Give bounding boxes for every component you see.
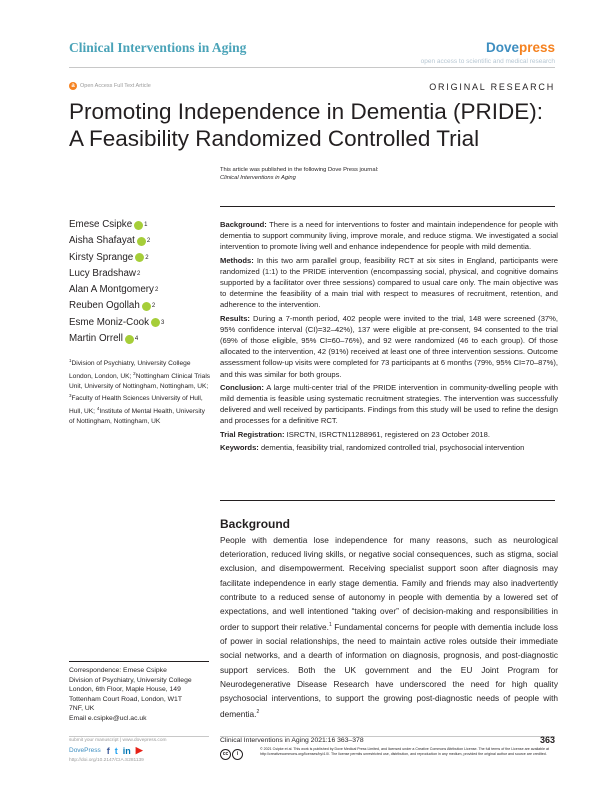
twitter-icon[interactable]: t bbox=[114, 745, 118, 756]
doi-link[interactable]: http://doi.org/10.2147/CIA.S281139 bbox=[69, 758, 144, 763]
affiliation-number: 4 bbox=[96, 405, 100, 411]
background-text bbox=[220, 533, 558, 721]
journal-name: Clinical Interventions in Aging bbox=[69, 40, 247, 55]
affiliation-number: 1 bbox=[69, 358, 72, 363]
abstract-label: Trial Registration: bbox=[220, 429, 285, 439]
author-affiliation-ref: 3 bbox=[161, 319, 165, 326]
orcid-icon[interactable] bbox=[137, 237, 146, 246]
author-affiliation-ref: 2 bbox=[154, 287, 159, 294]
correspondence-line: Tottenham Court Road, London, W1T bbox=[69, 695, 182, 703]
author-affiliation-ref: 2 bbox=[151, 303, 156, 310]
article-type: ORIGINAL RESEARCH bbox=[429, 82, 555, 92]
social-links bbox=[107, 745, 143, 756]
affiliation-text: Faculty of Health Sciences University of Hull, Hull, UK; bbox=[69, 395, 203, 416]
affiliations bbox=[69, 356, 211, 426]
open-access-icon: a bbox=[69, 82, 77, 90]
correspondence-line: Division of Psychiatry, University College bbox=[69, 676, 192, 684]
affiliation-text: Nottingham Clinical Trials Unit, University of Nottingham, Nottingham, UK; bbox=[69, 372, 211, 390]
author-affiliation-ref: 1 bbox=[144, 222, 148, 228]
footer-citation: Clinical Interventions in Aging 2021:16 363–378 bbox=[220, 737, 364, 744]
author-affiliation-ref: 2 bbox=[136, 270, 141, 277]
open-access-text: Open Access Full Text Article bbox=[80, 83, 151, 89]
abstract-paragraph bbox=[220, 255, 558, 311]
correspondence-email[interactable]: Email e.csipke@ucl.ac.uk bbox=[69, 714, 147, 722]
background-text-part2: Fundamental concerns for people with dementia include loss of power in social relationships, the need to maintain active roles outside their immediate social networks, and a dearth of information on diagnosis, prognosis, and post-diagnostic support services. Both the UK government and the EU Joint Program for Neurodegenerative Disease Research have underscored the need for high quality psychosocial interventions, to support the growing post-diagnostic needs of people with dementia. bbox=[220, 621, 558, 719]
title-line-1: Promoting Independence in Dementia (PRIDE): bbox=[69, 99, 543, 124]
header-divider bbox=[69, 67, 555, 68]
abstract-label: Results: bbox=[220, 313, 250, 323]
abstract bbox=[220, 219, 558, 455]
citation-ref-2[interactable]: 2 bbox=[256, 709, 260, 716]
author-item bbox=[69, 331, 164, 347]
author-item bbox=[69, 266, 164, 282]
author-item bbox=[69, 298, 164, 314]
background-text-part1: People with dementia lose independence for many reasons, such as neurological deterioration, reduced living skills, or negative social consequences, such as stigma, social exclusion, and disempowerment. Receiving specialist support soon after diagnosis may facilitate independence in early stage dementia. Family and friends may also inadvertently contribute to a reduced sense of autonomy in people with dementia by a lowered set of expectations, and well intentioned “taking over” of decision-making and responsibilities in order to support their relative. bbox=[220, 535, 558, 632]
author-item bbox=[69, 233, 164, 249]
author-item bbox=[69, 250, 164, 266]
footer-left-rule bbox=[69, 736, 209, 737]
abstract-text: A large multi-center trial of the PRIDE intervention in community-dwelling people with mild dementia is feasible using systematic recruitment strategies. The intervention was successfully delivered and well received by participants. Findings from this study will be used to refine the design and processes for a definitive RCT. bbox=[220, 382, 558, 426]
orcid-icon[interactable] bbox=[134, 221, 143, 230]
correspondence-rule bbox=[69, 661, 209, 662]
orcid-icon[interactable] bbox=[125, 335, 134, 344]
orcid-icon[interactable] bbox=[135, 253, 144, 262]
open-access-label bbox=[69, 82, 151, 90]
publisher-tagline: open access to scientific and medical research bbox=[420, 58, 555, 65]
publication-note-line1: This article was published in the following Dove Press journal: bbox=[220, 167, 379, 173]
author-name[interactable]: Reuben Ogollah bbox=[69, 300, 140, 312]
linkedin-icon[interactable]: in bbox=[122, 745, 131, 756]
abstract-text: There is a need for interventions to foster and maintain independence for people with dementia to support community living, improve morale, and reduce stigma. We investigated a social intervention to promote living well and enhance independence for people with mild dementia. bbox=[220, 220, 558, 252]
publication-note-journal[interactable]: Clinical Interventions in Aging bbox=[220, 175, 296, 181]
dovepress-footer-logo[interactable]: DovePress bbox=[69, 747, 101, 754]
correspondence-line: 7NF, UK bbox=[69, 705, 95, 712]
abstract-text: During a 7-month period, 402 people were invited to the trial, 148 were screened (37%, 95% confidence interval (CI)=32–42%), 137 were eligible at pre-consent, 94 consented to the trial (69% of those eligible, 95% CI=60–76%), and 92 were randomized (46 to each group). Of those allocated to the intervention, 42 (91%) received at least one of three intervention sessions. Outcome assessment follow-up visits were completed for 73 participants at 6 months (79%, 95% CI=70–87%), and this was similar for both groups. bbox=[220, 313, 558, 379]
publisher-logo bbox=[486, 40, 555, 55]
affiliation-text: Division of Psychiatry, University College London, London, UK; bbox=[69, 360, 191, 380]
affiliation-text: Institute of Mental Health, University of Nottingham, Nottingham, UK bbox=[69, 408, 205, 425]
publication-note bbox=[220, 166, 379, 182]
abstract-label: Methods: bbox=[220, 255, 254, 265]
license-text: © 2021 Csipke et al. This work is published by Dove Medical Press Limited, and licensed under a Creative Commons Attribution License. The full terms of the License are available at http://creativecommons.org/licenses/by/4.0/. The license permits unrestricted use, distribution, and reproduction in any medium, provided the original author and source are credited. bbox=[260, 747, 549, 756]
facebook-icon[interactable]: f bbox=[106, 745, 110, 756]
orcid-icon[interactable] bbox=[151, 318, 160, 327]
author-name[interactable]: Esme Moniz-Cook bbox=[69, 316, 150, 328]
author-name[interactable]: Martin Orrell bbox=[69, 333, 123, 345]
page-number: 363 bbox=[539, 735, 555, 745]
cc-icon: cc bbox=[220, 749, 231, 760]
author-affiliation-ref: 2 bbox=[145, 254, 149, 261]
citation-ref-1[interactable]: 1 bbox=[328, 622, 332, 629]
orcid-icon[interactable] bbox=[142, 302, 151, 311]
title-line-2: A Feasibility Randomized Controlled Trial bbox=[69, 126, 480, 151]
author-name[interactable]: Emese Csipke bbox=[69, 219, 133, 230]
abstract-text: dementia, feasibility trial, randomized controlled trial, psychosocial intervention bbox=[258, 442, 525, 452]
abstract-text: ISRCTN, ISRCTN11288961, registered on 23 October 2018. bbox=[284, 429, 490, 439]
abstract-text: In this two arm parallel group, feasibility RCT at six sites in England, participants were randomized (1:1) to the PRIDE intervention (encompassing social, physical, and cognitive domains supported by a facilitator over three sessions) compared to usual care only. The main objective was to determine the feasibility of a main trial with respect to measures of recruitment, retention, and adherence to the intervention. bbox=[220, 255, 558, 310]
cc-by-icon: i bbox=[232, 749, 243, 760]
abstract-paragraph bbox=[220, 313, 558, 380]
author-affiliation-ref: 2 bbox=[146, 238, 151, 245]
abstract-paragraph bbox=[220, 382, 558, 427]
publisher-logo-main: Dove bbox=[485, 40, 519, 55]
author-name[interactable]: Kirsty Sprange bbox=[69, 251, 134, 263]
affiliation-number: 3 bbox=[69, 393, 72, 399]
background-heading: Background bbox=[220, 517, 291, 531]
publisher-logo-accent: press bbox=[518, 40, 555, 55]
abstract-label: Background: bbox=[220, 220, 267, 229]
correspondence-line: Correspondence: Emese Csipke bbox=[69, 667, 167, 674]
abstract-label: Keywords: bbox=[220, 442, 259, 452]
author-item bbox=[69, 217, 164, 233]
author-name[interactable]: Aisha Shafayat bbox=[69, 235, 135, 247]
youtube-icon[interactable]: ▶ bbox=[135, 745, 143, 755]
abstract-bottom-rule bbox=[220, 500, 555, 501]
abstract-paragraph bbox=[220, 219, 558, 253]
dovepress-footer bbox=[69, 745, 143, 756]
author-name[interactable]: Alan A Montgomery bbox=[69, 284, 154, 296]
affiliation-number: 2 bbox=[133, 370, 136, 376]
author-item bbox=[69, 315, 164, 331]
author-name[interactable]: Lucy Bradshaw bbox=[69, 267, 136, 279]
abstract-paragraph bbox=[220, 442, 558, 453]
correspondence bbox=[69, 666, 211, 723]
abstract-label: Conclusion: bbox=[220, 382, 264, 392]
article-title bbox=[69, 98, 549, 152]
author-item bbox=[69, 282, 164, 298]
submit-manuscript-link[interactable]: submit your manuscript | www.dovepress.com bbox=[69, 738, 167, 743]
correspondence-line: London, 6th Floor, Maple House, 149 bbox=[69, 686, 181, 693]
author-list bbox=[69, 217, 164, 347]
author-affiliation-ref: 4 bbox=[134, 336, 139, 343]
creative-commons-badge[interactable] bbox=[220, 749, 243, 760]
abstract-top-rule bbox=[220, 206, 555, 207]
abstract-paragraph bbox=[220, 429, 558, 440]
